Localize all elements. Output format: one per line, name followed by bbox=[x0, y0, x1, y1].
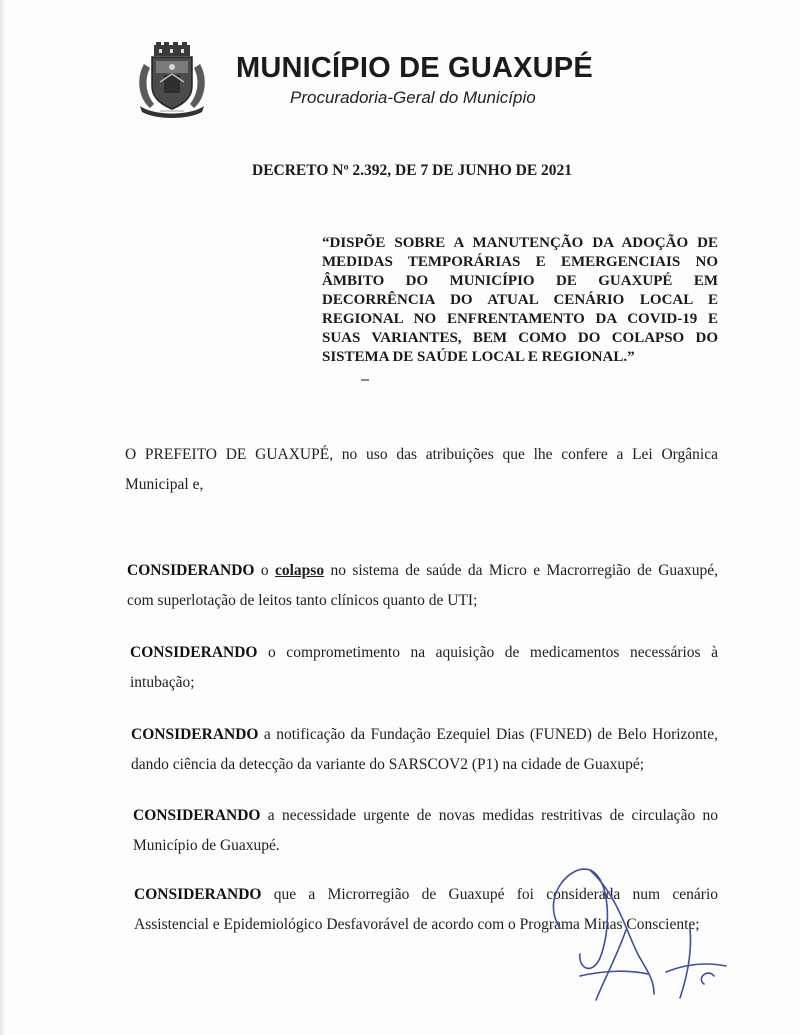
handwritten-signature bbox=[530, 858, 780, 1028]
considerando-paragraph bbox=[127, 556, 718, 616]
decree-ementa: “DISPÕE SOBRE A MANUTENÇÃO DA ADOÇÃO DE MEDIDAS TEMPORÁRIAS E EMERGENCIAIS NO ÂMBITO DO MUNICÍPIO DE GUAXUPÉ EM DECORRÊNCIA DO ATUAL CENÁRIO LOCAL E REGIONAL NO ENFRENTAMENTO DA COVID-19 E SUAS VARIANTES, BEM COMO DO COLAPSO DO SISTEMA DE SAÚDE LOCAL E REGIONAL.” bbox=[322, 235, 718, 365]
considerando-lead: o bbox=[260, 562, 269, 579]
considerando-keyword: CONSIDERANDO bbox=[131, 726, 259, 743]
considerando-text: a notificação da Fundação Ezequiel Dias (FUNED) de Belo Horizonte, dando ciência da detecção da variante do SARSCOV2 (P1) na cidade de Guaxupé; bbox=[131, 726, 718, 773]
scan-edge-shadow bbox=[0, 0, 6, 1035]
considerando-paragraph bbox=[130, 638, 718, 698]
considerando-emphasis: colapso bbox=[275, 562, 325, 579]
considerando-paragraph bbox=[131, 720, 718, 780]
considerando-text: o comprometimento na aquisição de medicamentos necessários à intubação; bbox=[130, 644, 719, 691]
preamble-paragraph: O PREFEITO DE GUAXUPÉ, no uso das atribuições que lhe confere a Lei Orgânica Municipal e, bbox=[125, 446, 718, 493]
department-subtitle: Procuradoria-Geral do Município bbox=[290, 88, 536, 107]
considerando-text: no sistema de saúde da Micro e Macrorregião de Guaxupé, com superlotação de leitos tanto clínicos quanto de UTI; bbox=[127, 562, 719, 609]
considerando-text: a necessidade urgente de novas medidas restritivas de circulação no Município de Guaxupé. bbox=[133, 807, 719, 854]
considerando-text: que a Microrregião de Guaxupé foi considerada num cenário Assistencial e Epidemiológico Desfavorável de acordo com o Programa Minas Consciente; bbox=[134, 886, 718, 933]
considerando-keyword: CONSIDERANDO bbox=[130, 644, 258, 661]
decree-title: DECRETO Nº 2.392, DE 7 DE JUNHO DE 2021 bbox=[252, 162, 573, 179]
considerando-keyword: CONSIDERANDO bbox=[127, 562, 255, 579]
considerando-keyword: CONSIDERANDO bbox=[134, 886, 262, 903]
scan-mark bbox=[361, 379, 369, 381]
municipality-title: MUNICÍPIO DE GUAXUPÉ bbox=[236, 52, 593, 84]
considerando-paragraph bbox=[133, 801, 718, 861]
municipal-crest-icon bbox=[134, 42, 210, 118]
considerando-keyword: CONSIDERANDO bbox=[133, 807, 261, 824]
